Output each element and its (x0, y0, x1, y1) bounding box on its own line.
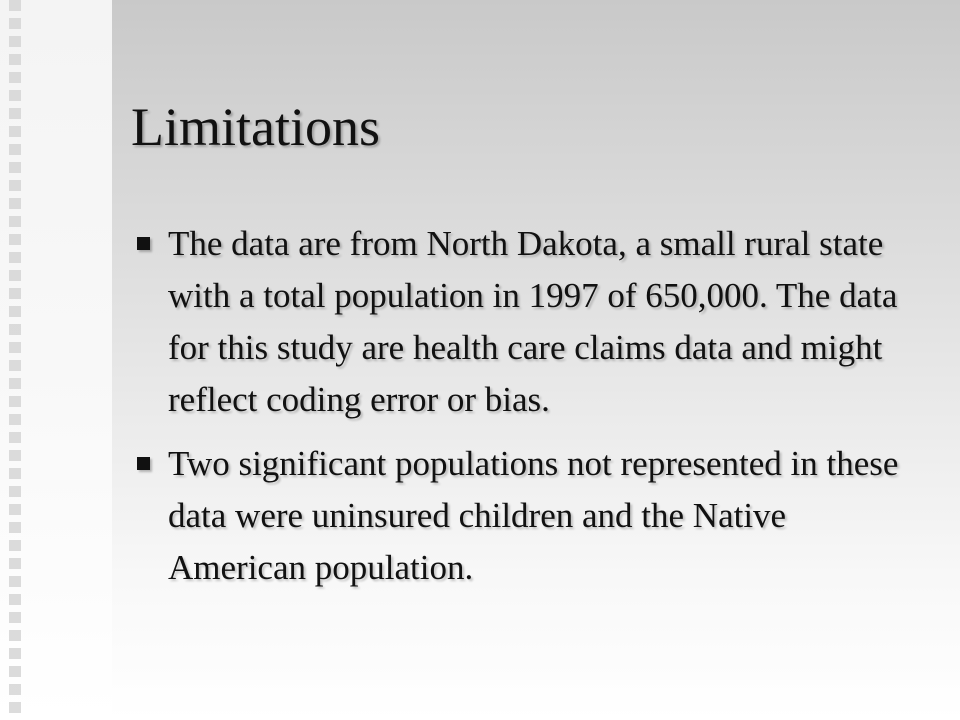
left-decorative-strip (0, 0, 112, 720)
bullet-text: Two significant populations not represented in these data were uninsured children and the Native American population. (168, 444, 899, 587)
square-bullet-icon (137, 237, 150, 250)
slide-title: Limitations (131, 97, 380, 157)
square-bullet-icon (137, 457, 150, 470)
decorative-square-column (9, 0, 21, 720)
bullet-item (130, 218, 930, 426)
bullet-item (130, 438, 930, 594)
bullet-text: The data are from North Dakota, a small rural state with a total population in 1997 of 650,000. The data for this study are health care claims data and might reflect coding error or bias. (168, 224, 898, 419)
bullet-list (130, 218, 930, 606)
